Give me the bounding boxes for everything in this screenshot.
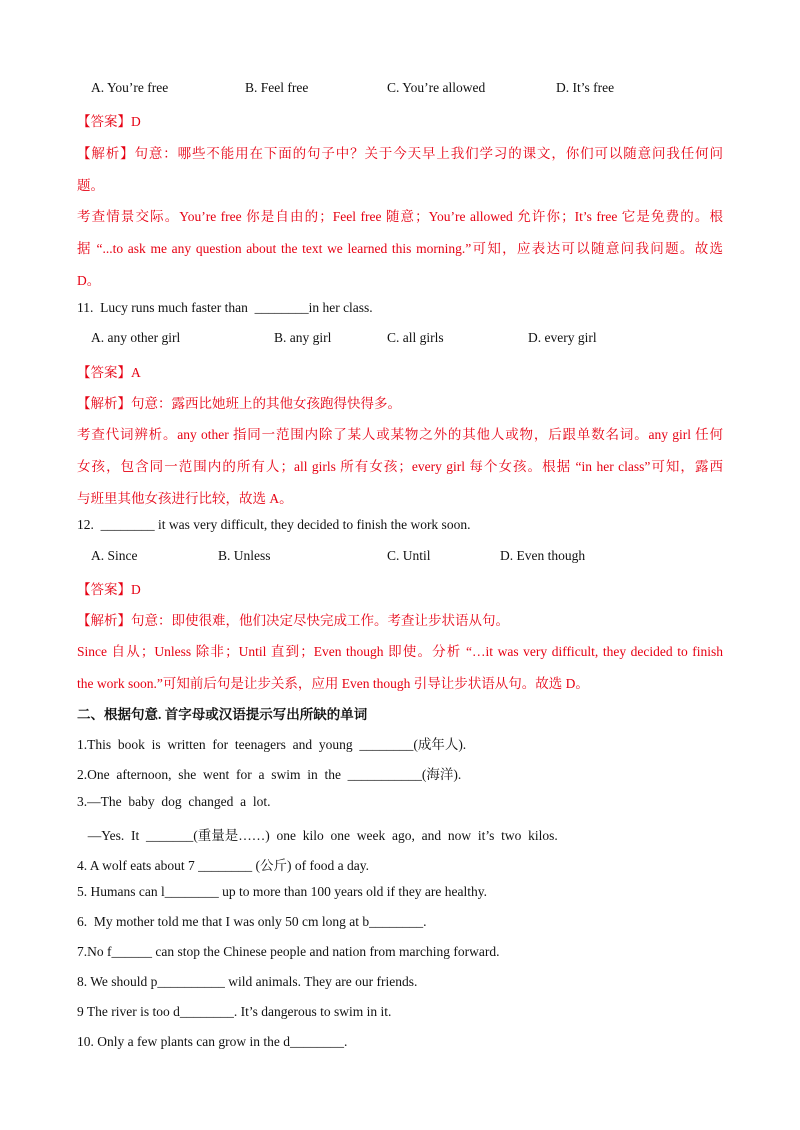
- fill-item: 9 The river is too d________. It’s dangerous to swim in it.: [77, 1004, 392, 1019]
- q11-option-c: C. all girls: [387, 330, 444, 345]
- q11-option-d: D. every girl: [528, 330, 597, 345]
- q10-analysis-line: 题。: [77, 178, 104, 193]
- q12-analysis-line: the work soon.”可知前后句是让步关系，应用 Even though 引导让步状语从句。故选 D。: [77, 676, 589, 691]
- fill-item: 10. Only a few plants can grow in the d________.: [77, 1034, 348, 1049]
- q10-analysis-line: 【解析】句意：哪些不能用在下面的句子中？关于今天早上我们学习的课文，你们可以随意问我任何问: [77, 146, 723, 161]
- q11-analysis-line: 与班里其他女孩进行比较，故选 A。: [77, 491, 293, 506]
- q10-analysis-line: 据 “...to ask me any question about the text we learned this morning.”可知，应表达可以随意问我问题。故选: [77, 241, 723, 256]
- q11-answer: 【答案】A: [77, 365, 141, 380]
- q10-option-d: D. It’s free: [556, 80, 615, 95]
- q11-option-a: A. any other girl: [91, 330, 181, 345]
- fill-item: 5. Humans can l________ up to more than 100 years old if they are healthy.: [77, 884, 488, 899]
- fill-item: 7.No f______ can stop the Chinese people and nation from marching forward.: [77, 944, 500, 959]
- q10-analysis-line: 考查情景交际。You’re free 你是自由的；Feel free 随意；You’re allowed 允许你；It’s free 它是免费的。根: [77, 209, 723, 224]
- q11-analysis-line: 女孩，包含同一范围内的所有人；all girls 所有女孩；every girl 每个女孩。根据 “in her class”可知，露西: [77, 459, 723, 474]
- fill-item: —Yes. It _______(重量是……) one kilo one week ago, and now it’s two kilos.: [81, 828, 558, 843]
- fill-item: 3.—The baby dog changed a lot.: [77, 794, 271, 809]
- q12-analysis-line: Since 自从；Unless 除非；Until 直到；Even though 即使。分析 “…it was very difficult, they decided to finish: [77, 644, 723, 659]
- fill-item: 6. My mother told me that I was only 50 cm long at b________.: [77, 914, 427, 929]
- section-heading: 二、根据句意. 首字母或汉语提示写出所缺的单词: [77, 707, 368, 722]
- q10-option-c: C. You’re allowed: [387, 80, 486, 95]
- q10-answer: 【答案】D: [77, 114, 141, 129]
- q10-analysis-line: D。: [77, 273, 101, 288]
- fill-item: 4. A wolf eats about 7 ________ (公斤) of food a day.: [77, 858, 369, 873]
- fill-item: 2.One afternoon, she went for a swim in the ___________(海洋).: [77, 767, 462, 782]
- q12-answer: 【答案】D: [77, 582, 141, 597]
- q10-option-b: B. Feel free: [245, 80, 309, 95]
- q12-option-b: B. Unless: [218, 548, 271, 563]
- q12-analysis-line: 【解析】句意：即使很难，他们决定尽快完成工作。考查让步状语从句。: [77, 613, 509, 628]
- fill-item: 1.This book is written for teenagers and young ________(成年人).: [77, 737, 467, 752]
- q12-option-a: A. Since: [91, 548, 138, 563]
- q12-option-d: D. Even though: [500, 548, 586, 563]
- q10-option-a: A. You’re free: [91, 80, 169, 95]
- q11-analysis-line: 考查代词辨析。any other 指同一范围内除了某人或某物之外的其他人或物，后跟单数名词。any girl 任何: [77, 427, 723, 442]
- q12-stem: 12. ________ it was very difficult, they decided to finish the work soon.: [77, 517, 471, 532]
- q11-stem: 11. Lucy runs much faster than ________in her class.: [77, 300, 373, 315]
- q11-analysis-line: 【解析】句意：露西比她班上的其他女孩跑得快得多。: [77, 396, 401, 411]
- q11-option-b: B. any girl: [274, 330, 332, 345]
- q12-option-c: C. Until: [387, 548, 431, 563]
- fill-item: 8. We should p__________ wild animals. They are our friends.: [77, 974, 418, 989]
